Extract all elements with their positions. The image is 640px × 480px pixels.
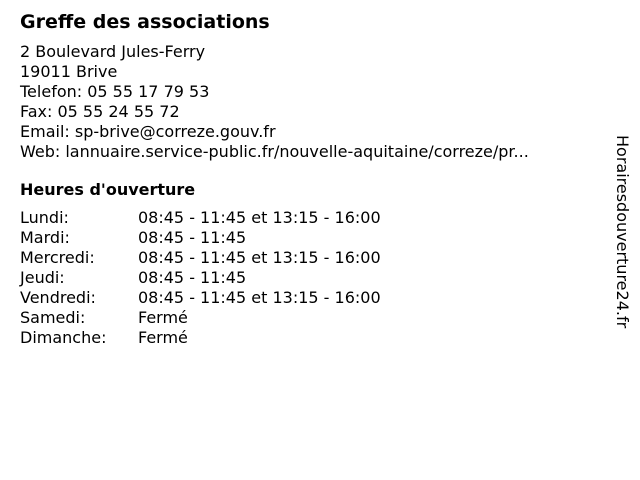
hours-row — [20, 208, 610, 228]
hours-row — [20, 308, 610, 328]
info-card — [20, 10, 610, 348]
hours-day: Mercredi: — [20, 248, 95, 267]
hours-row — [20, 248, 610, 268]
hours-time: 08:45 - 11:45 et 13:15 - 16:00 — [138, 248, 381, 267]
hours-day: Dimanche: — [20, 328, 107, 347]
hours-row — [20, 288, 610, 308]
hours-time: Fermé — [138, 308, 188, 327]
hours-day: Lundi: — [20, 208, 69, 227]
hours-day: Jeudi: — [20, 268, 65, 287]
phone-line: Telefon: 05 55 17 79 53 — [20, 82, 210, 101]
address-line-2: 19011 Brive — [20, 62, 118, 81]
contact-block — [20, 42, 610, 162]
web-line: Web: lannuaire.service-public.fr/nouvelle-aquitaine/correze/pr... — [20, 142, 529, 161]
hours-time: 08:45 - 11:45 et 13:15 - 16:00 — [138, 288, 381, 307]
hours-time: 08:45 - 11:45 et 13:15 - 16:00 — [138, 208, 381, 227]
hours-day: Vendredi: — [20, 288, 96, 307]
hours-time: Fermé — [138, 328, 188, 347]
hours-day: Samedi: — [20, 308, 86, 327]
hours-heading: Heures d'ouverture — [20, 180, 196, 199]
email-line: Email: sp-brive@correze.gouv.fr — [20, 122, 276, 141]
hours-day: Mardi: — [20, 228, 70, 247]
hours-row — [20, 268, 610, 288]
hours-time: 08:45 - 11:45 — [138, 268, 247, 287]
hours-row — [20, 328, 610, 348]
hours-time: 08:45 - 11:45 — [138, 228, 247, 247]
address-line-1: 2 Boulevard Jules-Ferry — [20, 42, 206, 61]
watermark-text: Horairesdouverture24.fr — [613, 135, 632, 329]
hours-table — [20, 208, 610, 348]
fax-line: Fax: 05 55 24 55 72 — [20, 102, 180, 121]
watermark — [612, 135, 632, 371]
hours-row — [20, 228, 610, 248]
page-title: Greffe des associations — [20, 11, 270, 33]
